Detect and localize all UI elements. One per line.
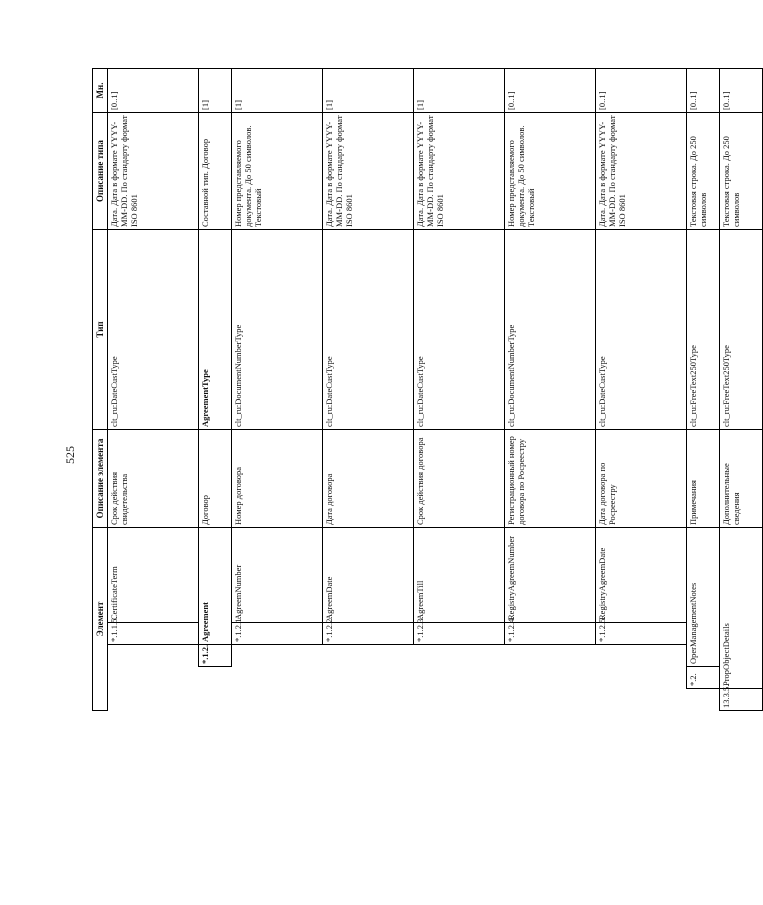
table-row [232, 69, 323, 711]
element-name: AgreemNumber [232, 528, 323, 623]
element-table-container [92, 69, 741, 711]
element-type: clt_ru:DateCustType [108, 230, 199, 430]
element-description: Примечания [687, 430, 720, 528]
multiplicity: [0..1] [687, 69, 720, 113]
type-description: Дата. Дата в формате YYYY-MM-DD. По стандарту формат ISO 8601 [108, 113, 199, 230]
element-description: Срок действия договора [414, 430, 505, 528]
element-description: Регистрационный номер договора по Росреестру [505, 430, 596, 528]
element-type: clt_ru:FreeText250Type [720, 230, 763, 430]
header-element-description: Описание элемента [93, 430, 108, 528]
element-description: Дополнительные сведения [720, 430, 763, 528]
element-type: clt_ru:DocumentNumberType [232, 230, 323, 430]
type-description: Составной тип. Договор [199, 113, 232, 230]
table-row [199, 69, 232, 711]
multiplicity: [0..1] [720, 69, 763, 113]
element-description: Дата договора по Росреестру [596, 430, 687, 528]
header-type: Тип [93, 230, 108, 430]
header-type-description: Описание типа [93, 113, 108, 230]
table-row [108, 69, 199, 711]
table-row [323, 69, 414, 711]
row-number: *.2. [687, 667, 720, 689]
row-number: *.1.2.3. [414, 623, 505, 645]
row-number: *.1.2.1. [232, 623, 323, 645]
element-description: Договор [199, 430, 232, 528]
type-description: Дата. Дата в формате YYYY-MM-DD. По стандарту формат ISO 8601 [323, 113, 414, 230]
element-type: AgreementType [199, 230, 232, 430]
element-name: RegistryAgreemDate [596, 528, 687, 623]
table-row [720, 69, 763, 711]
element-type: clt_ru:DateCustType [323, 230, 414, 430]
element-name: PropObjectDetails [720, 528, 763, 689]
multiplicity: [1] [199, 69, 232, 113]
page-number: 525 [63, 446, 77, 464]
type-description: Текстовая строка. До 250 символов [720, 113, 763, 230]
row-number: *.1.2. [199, 645, 232, 667]
multiplicity: [1] [323, 69, 414, 113]
table-row [505, 69, 596, 711]
multiplicity: [0..1] [596, 69, 687, 113]
element-type: clt_ru:DateCustType [596, 230, 687, 430]
row-number: *.1.2.5. [596, 623, 687, 645]
row-number: *.1.2.2. [323, 623, 414, 645]
element-name: AgreemDate [323, 528, 414, 623]
element-name: AgreemTill [414, 528, 505, 623]
element-type: clt_ru:DocumentNumberType [505, 230, 596, 430]
multiplicity: [1] [232, 69, 323, 113]
table-header-row [93, 69, 108, 711]
type-description: Дата. Дата в формате YYYY-MM-DD. По стандарту формат ISO 8601 [414, 113, 505, 230]
element-description: Дата договора [323, 430, 414, 528]
type-description: Номер представляемого документа. До 50 символов. Текстовый [232, 113, 323, 230]
element-name: OperManagementNotes [687, 528, 720, 667]
row-number: *.1.1.5. [108, 623, 199, 645]
element-name: CertificateTerm [108, 528, 199, 623]
element-type: clt_ru:DateCustType [414, 230, 505, 430]
multiplicity: [1] [414, 69, 505, 113]
element-description: Номер договора [232, 430, 323, 528]
table-row [687, 69, 720, 711]
table-row [414, 69, 505, 711]
row-number: *.1.2.4. [505, 623, 596, 645]
element-description: Срок действия свидетельства [108, 430, 199, 528]
element-name: RegistryAgreemNumber [505, 528, 596, 623]
type-description: Дата. Дата в формате YYYY-MM-DD. По стандарту формат ISO 8601 [596, 113, 687, 230]
element-table [92, 68, 763, 711]
multiplicity: [0..1] [505, 69, 596, 113]
header-multiplicity: Мн. [93, 69, 108, 113]
element-type: clt_ru:FreeText250Type [687, 230, 720, 430]
multiplicity: [0..1] [108, 69, 199, 113]
type-description: Номер представляемого документа. До 50 символов. Текстовый [505, 113, 596, 230]
row-number: 13.3.5. [720, 689, 763, 711]
table-row [596, 69, 687, 711]
element-name: Agreement [199, 528, 232, 645]
type-description: Текстовая строка. До 250 символов [687, 113, 720, 230]
header-element: Элемент [93, 528, 108, 711]
